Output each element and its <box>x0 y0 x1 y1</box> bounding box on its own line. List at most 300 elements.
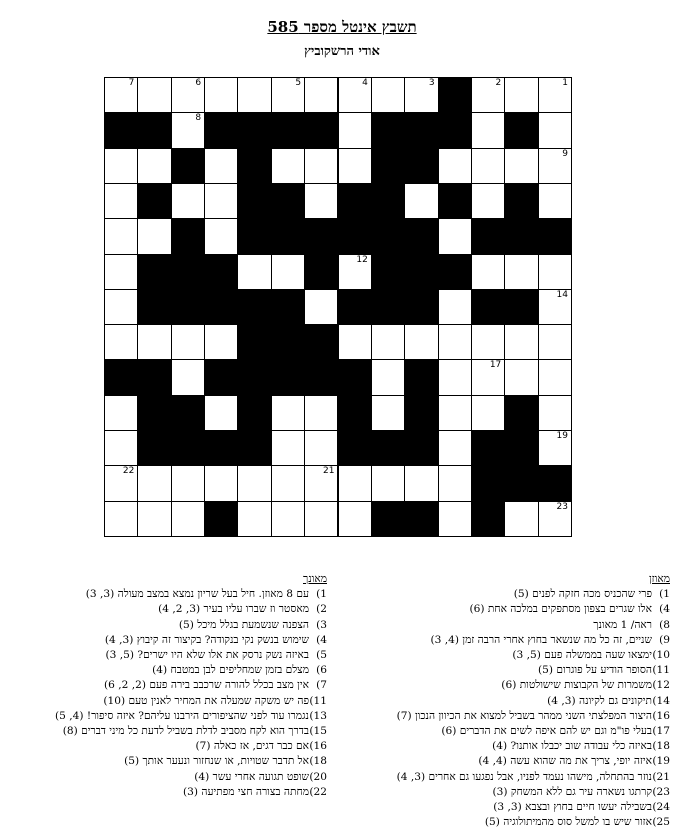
grid-cell[interactable] <box>438 395 472 431</box>
grid-cell[interactable] <box>204 395 238 431</box>
clue-item <box>380 770 670 785</box>
grid-cell[interactable] <box>538 148 572 184</box>
grid-cell-black <box>371 218 405 254</box>
grid-cell-black <box>137 112 171 148</box>
grid-cell[interactable] <box>471 254 505 290</box>
clue-item-number: 20) <box>309 770 327 783</box>
clue-item-number: 13) <box>309 709 327 722</box>
grid-cell-black <box>338 218 372 254</box>
grid-cell-black <box>237 324 271 360</box>
clue-item <box>380 663 670 678</box>
grid-cell-black <box>338 359 372 395</box>
grid-cell[interactable] <box>371 324 405 360</box>
clue-item <box>380 815 670 830</box>
clue-item <box>7 633 327 648</box>
clue-item-number: 3) <box>316 618 327 631</box>
grid-cell[interactable] <box>538 395 572 431</box>
clue-item <box>7 694 327 709</box>
grid-cell[interactable] <box>471 359 505 395</box>
grid-cell-black <box>304 218 338 254</box>
clue-item-number: 17) <box>652 725 670 738</box>
grid-cell-black <box>137 289 171 325</box>
grid-cell-black <box>404 148 438 184</box>
grid-cell[interactable] <box>304 465 338 501</box>
grid-cell[interactable] <box>137 148 171 184</box>
clue-item-text: באיזה כלי עבודה שוב יכבלו אותנו? (4) <box>492 740 652 753</box>
grid-cell[interactable] <box>271 501 305 537</box>
grid-cell-black <box>271 183 305 219</box>
clue-item-number: 8) <box>659 618 670 631</box>
grid-cell[interactable] <box>471 77 505 113</box>
grid-cell[interactable] <box>137 77 171 113</box>
grid-cell[interactable] <box>471 324 505 360</box>
clue-number: 10 <box>356 183 368 194</box>
grid-cell[interactable] <box>338 77 372 113</box>
grid-cell-black <box>137 359 171 395</box>
grid-cell[interactable] <box>137 465 171 501</box>
down-heading: מאונך <box>303 573 327 585</box>
clue-number: 8 <box>195 113 202 124</box>
grid-cell[interactable] <box>271 77 305 113</box>
clue-item-number: 18) <box>652 740 670 753</box>
grid-cell[interactable] <box>171 465 205 501</box>
clue-item-number: 7) <box>316 679 327 692</box>
grid-cell-black <box>538 465 572 501</box>
grid-cell-black <box>471 289 505 325</box>
grid-cell-black <box>237 183 271 219</box>
grid-cell[interactable] <box>204 77 238 113</box>
across-clues <box>380 572 670 830</box>
grid-cell[interactable] <box>438 148 472 184</box>
clue-item-text: הצפנה שנשמעת בגלל מיכל (5) <box>178 618 309 631</box>
grid-cell-black <box>137 183 171 219</box>
grid-cell[interactable] <box>371 395 405 431</box>
grid-cell[interactable] <box>304 430 338 466</box>
grid-cell-black <box>504 395 538 431</box>
grid-cell[interactable] <box>304 148 338 184</box>
grid-cell-black <box>204 501 238 537</box>
grid-cell-black <box>438 112 472 148</box>
clue-number: 3 <box>428 78 435 88</box>
clue-item-text: ימצאו שעה בממשלה פעם (5, 3) <box>512 649 652 662</box>
grid-cell-black <box>371 430 405 466</box>
grid-cell[interactable] <box>104 501 138 537</box>
clue-item-text: ראה/ 1 מאונך <box>593 618 652 631</box>
puzzle-author: אודי הרשקוביץ <box>304 44 380 59</box>
clue-item <box>380 633 670 648</box>
grid-cell-black <box>171 254 205 290</box>
clue-item-number: 18) <box>309 755 327 768</box>
clue-item <box>380 587 670 602</box>
clue-item-number: 5) <box>316 649 327 662</box>
clue-item <box>7 785 327 800</box>
clue-item-number: 16) <box>309 740 327 753</box>
clue-number: 2 <box>495 78 502 88</box>
grid-cell-black <box>271 289 305 325</box>
grid-cell[interactable] <box>538 430 572 466</box>
grid-cell-black <box>171 218 205 254</box>
grid-cell-black <box>371 289 405 325</box>
grid-cell[interactable] <box>538 359 572 395</box>
grid-cell-black <box>204 112 238 148</box>
grid-cell[interactable] <box>237 254 271 290</box>
grid-cell-black <box>371 254 405 290</box>
clue-number: 16 <box>323 325 335 336</box>
grid-cell[interactable] <box>171 324 205 360</box>
clue-item <box>7 724 327 739</box>
clue-item-text: הסופר הודיע על פוגרום (5) <box>538 664 652 677</box>
grid-cell-black <box>171 395 205 431</box>
grid-cell-black <box>204 359 238 395</box>
clue-item-text: נגמרו עוד לפני שהציפורים הירבנו עליהם? איזה סיפור! (4, 5) <box>54 709 309 722</box>
grid-cell-black <box>237 289 271 325</box>
grid-cell[interactable] <box>538 77 572 113</box>
grid-cell-black <box>237 112 271 148</box>
clue-item-text: איזה יופי, צריך את מה שהוא עשה (4, 4) <box>478 755 652 768</box>
grid-cell[interactable] <box>271 430 305 466</box>
grid-cell-black <box>137 395 171 431</box>
grid-cell[interactable] <box>237 501 271 537</box>
grid-cell-black <box>471 465 505 501</box>
grid-cell[interactable] <box>271 465 305 501</box>
grid-cell-black <box>404 395 438 431</box>
across-clue-list <box>380 587 670 830</box>
grid-cell-black <box>271 324 305 360</box>
clue-item-text: פה יש משקה שמעלה את המחיר לאנין טעם (10) <box>103 694 309 707</box>
grid-cell-black <box>504 289 538 325</box>
clue-number: 5 <box>295 78 302 88</box>
clue-item-text: קרתגו נשארה עיר גם ללא המשחק (3) <box>492 785 652 798</box>
grid-cell-black <box>237 430 271 466</box>
grid-cell[interactable] <box>104 148 138 184</box>
clue-item <box>380 754 670 769</box>
clue-number: 4 <box>362 78 368 88</box>
clue-item-number: 4) <box>659 603 670 616</box>
grid-cell-black <box>204 254 238 290</box>
clue-item-number: 19) <box>652 755 670 768</box>
clue-item-text: משמרות של הקבוצות שישולטות (6) <box>501 679 652 692</box>
grid-cell[interactable] <box>371 465 405 501</box>
grid-cell[interactable] <box>338 148 372 184</box>
grid-cell[interactable] <box>304 289 338 325</box>
grid-cell-black <box>471 218 505 254</box>
grid-cell[interactable] <box>338 254 372 290</box>
grid-cell-black <box>237 395 271 431</box>
grid-cell[interactable] <box>271 148 305 184</box>
clue-number: 1 <box>562 78 568 88</box>
grid-cell[interactable] <box>438 359 472 395</box>
grid-cell[interactable] <box>304 77 338 113</box>
grid-cell[interactable] <box>104 465 138 501</box>
grid-cell[interactable] <box>438 218 472 254</box>
grid-cell[interactable] <box>104 218 138 254</box>
grid-cell-black <box>404 112 438 148</box>
clue-item-text: פרי שהכניס מכה חזקה לפנים (5) <box>513 588 652 601</box>
clue-number: 22 <box>122 466 135 477</box>
grid-cell[interactable] <box>538 112 572 148</box>
grid-cell[interactable] <box>271 254 305 290</box>
grid-cell[interactable] <box>204 465 238 501</box>
grid-cell-black <box>237 148 271 184</box>
clue-item-number: 22) <box>309 785 327 798</box>
clue-item <box>380 724 670 739</box>
clue-number: 6 <box>195 78 202 88</box>
down-clues <box>7 572 327 800</box>
grid-cell[interactable] <box>538 324 572 360</box>
clue-number: 15 <box>389 289 402 300</box>
grid-cell[interactable] <box>104 183 138 219</box>
grid-cell[interactable] <box>204 148 238 184</box>
clue-item-text: בשבילה יעשו חיים בחוץ ובצבא (3, 3) <box>493 801 652 814</box>
clue-item-number: 24) <box>652 801 670 814</box>
grid-cell[interactable] <box>471 112 505 148</box>
clue-item-text: תיקונים גם לקיונה (3, 4) <box>547 694 652 707</box>
clue-item-text: מאסטר וז שברו עליו בעיר (3, 2, 4) <box>158 603 309 616</box>
grid-cell-black <box>171 289 205 325</box>
grid-cell[interactable] <box>504 359 538 395</box>
grid-cell-black <box>304 324 338 360</box>
grid-cell-black <box>304 254 338 290</box>
clue-item-number: 9) <box>659 633 670 646</box>
grid-cell[interactable] <box>171 183 205 219</box>
grid-cell[interactable] <box>104 324 138 360</box>
grid-cell[interactable] <box>371 77 405 113</box>
clue-item-text: אלו שגרים בצפון מסתפקים במלכה אחת (6) <box>469 603 652 616</box>
grid-cell[interactable] <box>338 112 372 148</box>
clue-item <box>7 587 327 602</box>
clue-number: 17 <box>489 360 502 371</box>
clue-item <box>380 602 670 617</box>
grid-cell[interactable] <box>538 254 572 290</box>
grid-cell[interactable] <box>104 254 138 290</box>
clue-item-text: אל תדבר שטויות, או שנחזור ונעער אותך (5) <box>124 755 309 768</box>
clue-item <box>7 709 327 724</box>
grid-cell[interactable] <box>504 501 538 537</box>
clue-item-text: אין מצב בכלל להורה שרכבב בירה פעם (2, 2, 6) <box>103 679 309 692</box>
clue-item-number: 2) <box>316 603 327 616</box>
grid-cell-black <box>271 218 305 254</box>
grid-cell[interactable] <box>104 77 138 113</box>
grid-cell[interactable] <box>404 77 438 113</box>
clue-number: 14 <box>556 289 568 300</box>
clue-number: 19 <box>556 431 568 442</box>
clue-item <box>380 694 670 709</box>
puzzle-title <box>0 18 684 37</box>
grid-cell[interactable] <box>338 465 372 501</box>
clue-item <box>380 785 670 800</box>
clue-item-number: 11) <box>652 664 670 677</box>
grid-cell[interactable] <box>371 359 405 395</box>
clue-item-number: 4) <box>316 633 327 646</box>
grid-cell[interactable] <box>438 289 472 325</box>
grid-cell[interactable] <box>504 324 538 360</box>
clue-item <box>7 618 327 633</box>
grid-cell-black <box>504 183 538 219</box>
clue-item-number: 6) <box>316 664 327 677</box>
grid-cell-black <box>371 148 405 184</box>
grid-cell[interactable] <box>204 324 238 360</box>
clue-item-text: בדרך הוא לקח מסביב לדלת בשביל לדעת כל מיני דברים (8) <box>62 725 309 738</box>
grid-cell[interactable] <box>137 218 171 254</box>
grid-cell[interactable] <box>538 289 572 325</box>
clue-item-text: מחתה בצורה חצי מפתיעה (3) <box>182 785 309 798</box>
clue-item <box>7 754 327 769</box>
clue-item <box>7 602 327 617</box>
grid-cell-black <box>338 183 372 219</box>
grid-cell[interactable] <box>304 501 338 537</box>
grid-cell-black <box>237 218 271 254</box>
clue-item-text: אם כבר דגים, אז כאלה (7) <box>195 740 309 753</box>
grid-cell-black <box>371 183 405 219</box>
grid-cell[interactable] <box>271 395 305 431</box>
clue-item-text: עם 8 מאוזן. חיל בעל שריון נמצא במצב מעולה (3, 3) <box>85 588 309 601</box>
grid-cell[interactable] <box>137 324 171 360</box>
clue-item-number: 21) <box>652 770 670 783</box>
grid-cell[interactable] <box>471 183 505 219</box>
grid-cell-black <box>237 359 271 395</box>
grid-cell-black <box>104 112 138 148</box>
clue-item <box>380 709 670 724</box>
clue-item <box>380 800 670 815</box>
grid-cell-black <box>338 395 372 431</box>
clue-item-number: 11) <box>309 694 327 707</box>
grid-cell[interactable] <box>338 324 372 360</box>
clue-item <box>380 618 670 633</box>
grid-cell[interactable] <box>137 501 171 537</box>
grid-cell-black <box>137 430 171 466</box>
grid-cell[interactable] <box>237 77 271 113</box>
grid-cell[interactable] <box>404 465 438 501</box>
grid-cell[interactable] <box>171 112 205 148</box>
grid-cell-black <box>204 430 238 466</box>
grid-cell-black <box>438 183 472 219</box>
grid-cell-black <box>504 112 538 148</box>
clue-number: 7 <box>128 78 135 88</box>
grid-cell-black <box>404 501 438 537</box>
clue-item <box>7 770 327 785</box>
clue-item-text: נוזר בהתחלה, מישהו נעמד לפניו, אבל נפגעו גם אחרים (3, 4) <box>396 770 652 783</box>
grid-cell-black <box>471 430 505 466</box>
grid-cell-black <box>438 254 472 290</box>
grid-cell-black <box>471 501 505 537</box>
clue-number: 18 <box>256 395 268 406</box>
grid-cell[interactable] <box>438 430 472 466</box>
grid-cell-black <box>171 430 205 466</box>
clue-number: 13 <box>189 254 202 265</box>
grid-cell[interactable] <box>538 183 572 219</box>
grid-cell[interactable] <box>204 183 238 219</box>
grid-cell[interactable] <box>471 395 505 431</box>
clue-item <box>7 648 327 663</box>
grid-cell[interactable] <box>404 183 438 219</box>
grid-cell-black <box>104 359 138 395</box>
clue-item-number: 12) <box>652 679 670 692</box>
clue-item-number: 1) <box>659 588 670 601</box>
clue-item-number: 15) <box>309 725 327 738</box>
clue-item-text: שימוש בנשק נקי בנקודה? בקיצור זה קיבוץ (3, 4) <box>104 633 309 646</box>
clue-item <box>7 663 327 678</box>
grid-cell-black <box>171 148 205 184</box>
grid-cell-black <box>404 430 438 466</box>
clue-number: 12 <box>356 254 368 265</box>
grid-cell-black <box>371 501 405 537</box>
grid-cell[interactable] <box>404 324 438 360</box>
clue-number: 9 <box>562 148 568 159</box>
grid-cell[interactable] <box>438 501 472 537</box>
clue-number: 21 <box>323 466 335 477</box>
grid-cell[interactable] <box>104 289 138 325</box>
grid-cell-black <box>438 77 472 113</box>
clue-item-text: מצלם בזמן שמחליפים לבן במטבח (4) <box>152 664 309 677</box>
clue-item <box>380 739 670 754</box>
grid-cell[interactable] <box>438 465 472 501</box>
clue-item <box>380 648 670 663</box>
clue-number: 23 <box>556 501 568 512</box>
grid-cell-black <box>271 359 305 395</box>
grid-cell-black <box>204 289 238 325</box>
grid-cell[interactable] <box>237 465 271 501</box>
grid-cell[interactable] <box>171 359 205 395</box>
grid-cell[interactable] <box>504 148 538 184</box>
grid-cell[interactable] <box>104 430 138 466</box>
grid-cell-black <box>404 254 438 290</box>
grid-cell-black <box>404 359 438 395</box>
grid-cell-black <box>504 430 538 466</box>
grid-cell[interactable] <box>204 218 238 254</box>
clue-number: 20 <box>489 431 502 442</box>
clue-item-number: 25) <box>652 816 670 829</box>
grid-cell-black <box>504 465 538 501</box>
down-clue-list <box>7 587 327 800</box>
clue-item-number: 1) <box>316 588 327 601</box>
clue-item <box>7 739 327 754</box>
puzzle-title-text: תשבץ אינטל מספר 585 <box>267 18 417 36</box>
grid-cell[interactable] <box>504 254 538 290</box>
clue-item <box>7 678 327 693</box>
grid-cell-black <box>137 254 171 290</box>
grid-cell[interactable] <box>438 324 472 360</box>
grid-cell-black <box>538 218 572 254</box>
grid-cell-black <box>338 289 372 325</box>
clue-item-text: באיזה נשק נרסק את אלו שלא היו ישרים? (5, 3) <box>105 649 309 662</box>
grid-cell[interactable] <box>171 77 205 113</box>
grid-cell[interactable] <box>504 77 538 113</box>
clue-item-number: 14) <box>652 694 670 707</box>
grid-cell-black <box>304 112 338 148</box>
grid-cell-black <box>304 359 338 395</box>
clue-item-text: שופט תגועה אחרי עשר (4) <box>194 770 309 783</box>
grid-cell-black <box>504 218 538 254</box>
grid-cell[interactable] <box>304 183 338 219</box>
grid-cell-black <box>404 218 438 254</box>
grid-cell[interactable] <box>304 395 338 431</box>
grid-cell[interactable] <box>171 501 205 537</box>
grid-cell-black <box>404 289 438 325</box>
clue-number: 11 <box>556 219 568 230</box>
clue-item-text: אזור שיש בו למשל סוס מהמיתולוגיה (5) <box>484 816 652 829</box>
clue-item-number: 23) <box>652 785 670 798</box>
clue-item <box>380 678 670 693</box>
grid-cell[interactable] <box>538 501 572 537</box>
clue-item-number: 16) <box>652 709 670 722</box>
clue-item-number: 10) <box>652 649 670 662</box>
grid-cell-black <box>271 112 305 148</box>
grid-cell[interactable] <box>338 501 372 537</box>
grid-cell[interactable] <box>104 395 138 431</box>
grid-cell-black <box>371 112 405 148</box>
crossword-grid <box>104 77 571 536</box>
grid-cell[interactable] <box>471 148 505 184</box>
